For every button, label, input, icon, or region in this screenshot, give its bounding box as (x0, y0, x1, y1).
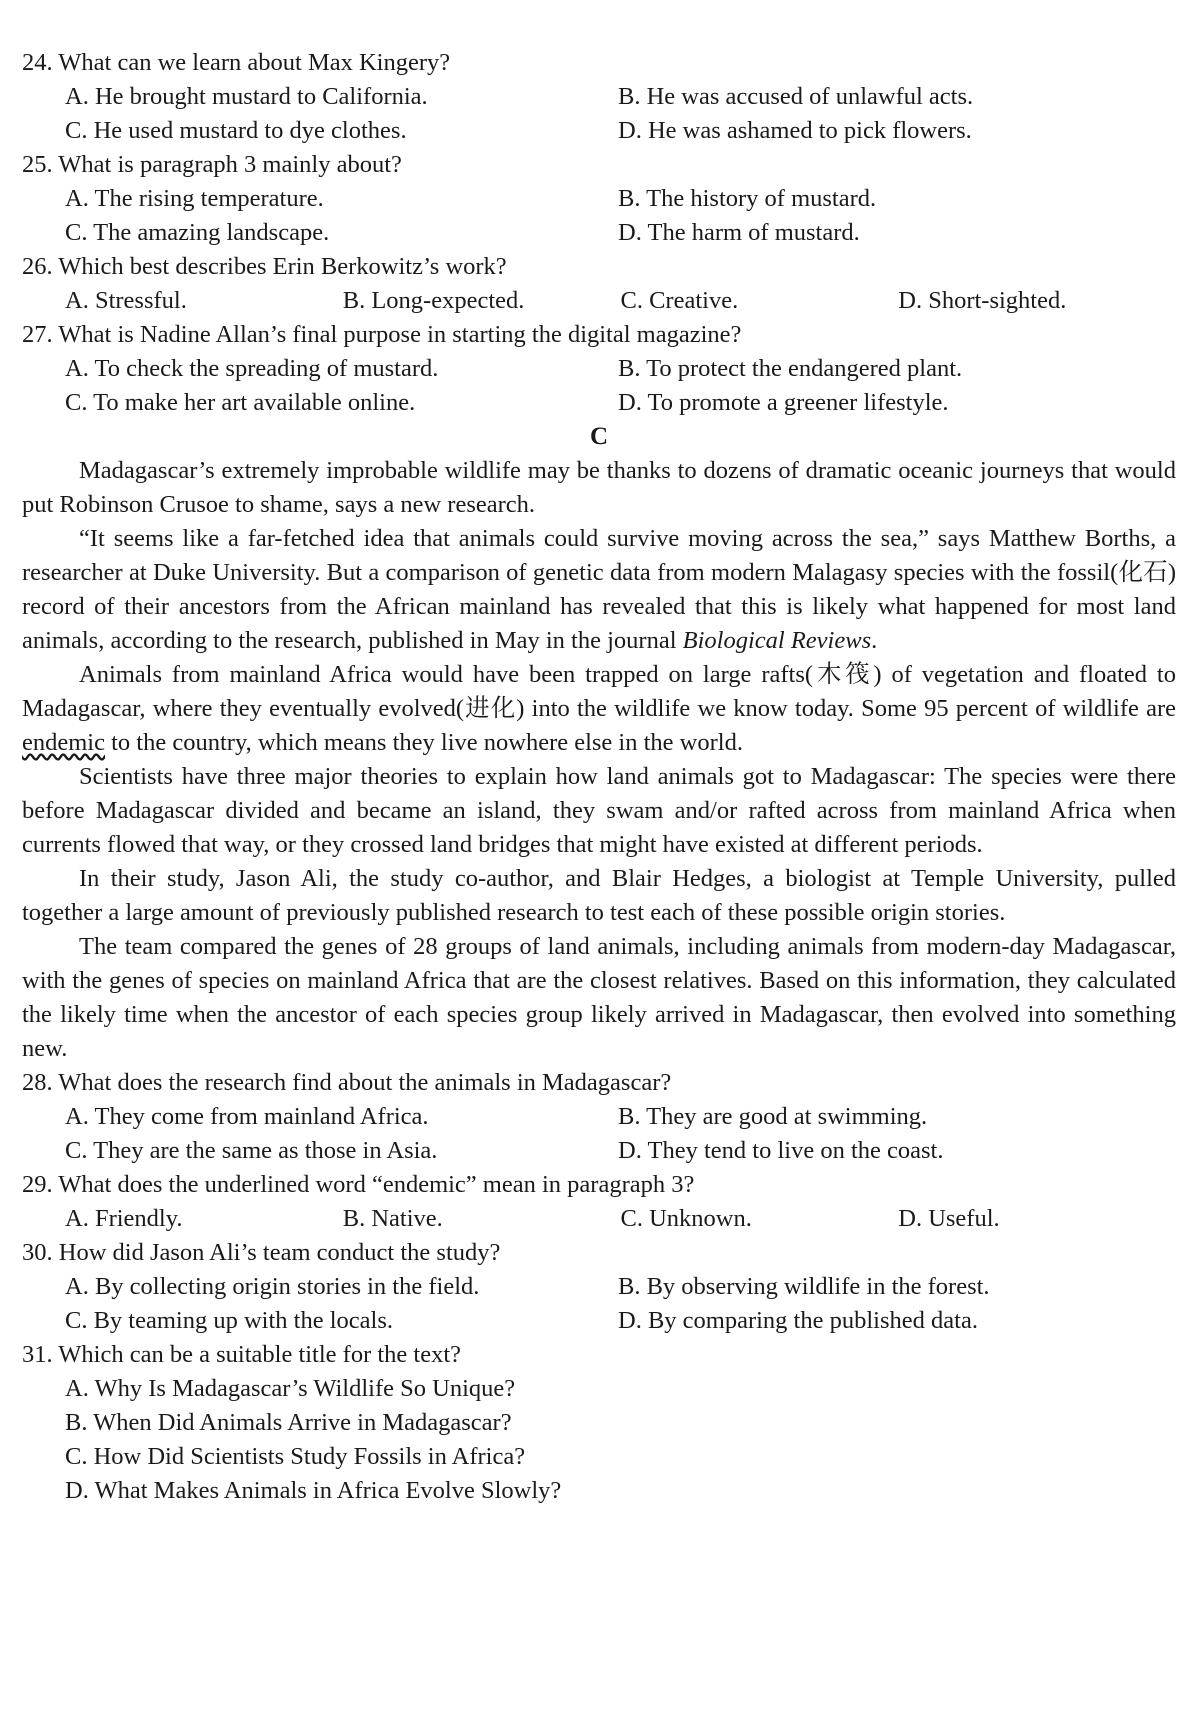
question-27-option-c[interactable]: C. To make her art available online. (65, 389, 416, 416)
question-25-option-a[interactable]: A. The rising temperature. (65, 185, 324, 212)
question-27-stem: 27. What is Nadine Allan’s final purpose in starting the digital magazine? (22, 321, 742, 348)
question-28-stem: 28. What does the research find about the animals in Madagascar? (22, 1069, 672, 1096)
question-27-option-a[interactable]: A. To check the spreading of mustard. (65, 355, 439, 382)
question-28-option-a[interactable]: A. They come from mainland Africa. (65, 1103, 429, 1130)
question-30-stem: 30. How did Jason Ali’s team conduct the study? (22, 1239, 501, 1266)
passage-paragraph-6: The team compared the genes of 28 groups of land animals, including animals from modern-day Madagascar, with the genes of species on mainland Africa that are the closest relatives. Based on this information, they calculated the likely time when the ancestor of each species group likely arrived in Madagascar, then evolved into something new. (22, 933, 1176, 1062)
question-27-option-b[interactable]: B. To protect the endangered plant. (618, 355, 963, 382)
question-26-option-c[interactable]: C. Creative. (620, 287, 739, 314)
question-30-options-row-2 (22, 1304, 1176, 1338)
question-24-option-d[interactable]: D. He was ashamed to pick flowers. (618, 117, 972, 144)
paragraph-2-end: . (871, 627, 878, 654)
question-29-options-row (22, 1202, 1176, 1236)
question-28-options-row-1 (22, 1100, 1176, 1134)
question-30-option-a[interactable]: A. By collecting origin stories in the field. (65, 1273, 480, 1300)
question-25-option-c[interactable]: C. The amazing landscape. (65, 219, 330, 246)
question-26-option-b[interactable]: B. Long-expected. (342, 287, 525, 314)
question-28-options-row-2 (22, 1134, 1176, 1168)
question-26-option-a[interactable]: A. Stressful. (65, 287, 187, 314)
question-25-option-d[interactable]: D. The harm of mustard. (618, 219, 860, 246)
question-28-option-c[interactable]: C. They are the same as those in Asia. (65, 1137, 438, 1164)
paragraph-2-text: “It seems like a far-fetched idea that animals could survive moving across the sea,” says Matthew Borths, a researcher at Duke University. But a comparison of genetic data from modern Malagasy species with the fossil(化石) record of their ancestors from the African mainland has revealed that this is likely what happened for most land animals, according to the research, published in May in the journal (22, 525, 1176, 654)
question-25-stem: 25. What is paragraph 3 mainly about? (22, 151, 402, 178)
question-24-option-b[interactable]: B. He was accused of unlawful acts. (618, 83, 974, 110)
question-31-option-a[interactable]: A. Why Is Madagascar’s Wildlife So Unique? (65, 1375, 516, 1402)
question-25-options-row-1 (22, 182, 1176, 216)
question-26-option-d[interactable]: D. Short-sighted. (898, 287, 1067, 314)
question-27-options-row-2 (22, 386, 1176, 420)
passage-paragraph-3 (22, 658, 1176, 760)
question-25-options-row-2 (22, 216, 1176, 250)
exam-page (22, 46, 1176, 1508)
passage-paragraph-5: In their study, Jason Ali, the study co-author, and Blair Hedges, a biologist at Temple University, pulled together a large amount of previously published research to test each of these possible origin stories. (22, 865, 1176, 926)
question-27-option-d[interactable]: D. To promote a greener lifestyle. (618, 389, 949, 416)
question-31-option-d[interactable]: D. What Makes Animals in Africa Evolve Slowly? (65, 1477, 562, 1504)
question-24-options-row-2 (22, 114, 1176, 148)
question-29-stem: 29. What does the underlined word “endemic” mean in paragraph 3? (22, 1171, 695, 1198)
question-26-options-row (22, 284, 1176, 318)
passage-paragraph-4: Scientists have three major theories to explain how land animals got to Madagascar: The species were there before Madagascar divided and became an island, they swam and/or rafted across from mainland Africa when currents flowed that way, or they crossed land bridges that might have existed at different periods. (22, 763, 1176, 858)
paragraph-3-text-b: to the country, which means they live nowhere else in the world. (105, 729, 743, 756)
question-30-option-d[interactable]: D. By comparing the published data. (618, 1307, 978, 1334)
question-28-option-d[interactable]: D. They tend to live on the coast. (618, 1137, 944, 1164)
question-31-option-b[interactable]: B. When Did Animals Arrive in Madagascar? (65, 1409, 512, 1436)
question-29-option-d[interactable]: D. Useful. (898, 1205, 1000, 1232)
question-29-option-b[interactable]: B. Native. (342, 1205, 443, 1232)
section-c-heading: C (589, 423, 609, 450)
question-27-options-row-1 (22, 352, 1176, 386)
question-24-stem: 24. What can we learn about Max Kingery? (22, 49, 451, 76)
passage-paragraph-2 (22, 522, 1176, 658)
journal-title: Biological Reviews (682, 627, 872, 654)
question-30-option-b[interactable]: B. By observing wildlife in the forest. (618, 1273, 990, 1300)
question-31-option-c[interactable]: C. How Did Scientists Study Fossils in Africa? (65, 1443, 526, 1470)
paragraph-3-text-a: Animals from mainland Africa would have been trapped on large rafts(木筏) of vegetation and floated to Madagascar, where they eventually evolved(进化) into the wildlife we know today. Some 95 percent of wildlife are (22, 661, 1176, 722)
question-24-option-c[interactable]: C. He used mustard to dye clothes. (65, 117, 407, 144)
question-24-options-row-1 (22, 80, 1176, 114)
passage-paragraph-1: Madagascar’s extremely improbable wildlife may be thanks to dozens of dramatic oceanic journeys that would put Robinson Crusoe to shame, says a new research. (22, 457, 1176, 518)
question-25-option-b[interactable]: B. The history of mustard. (618, 185, 877, 212)
question-28-option-b[interactable]: B. They are good at swimming. (618, 1103, 928, 1130)
question-26-stem: 26. Which best describes Erin Berkowitz’s work? (22, 253, 507, 280)
underlined-word-endemic: endemic (22, 729, 105, 756)
question-24-option-a[interactable]: A. He brought mustard to California. (65, 83, 428, 110)
question-30-options-row-1 (22, 1270, 1176, 1304)
question-29-option-c[interactable]: C. Unknown. (620, 1205, 752, 1232)
question-29-option-a[interactable]: A. Friendly. (65, 1205, 183, 1232)
question-30-option-c[interactable]: C. By teaming up with the locals. (65, 1307, 393, 1334)
question-31-stem: 31. Which can be a suitable title for the text? (22, 1341, 462, 1368)
